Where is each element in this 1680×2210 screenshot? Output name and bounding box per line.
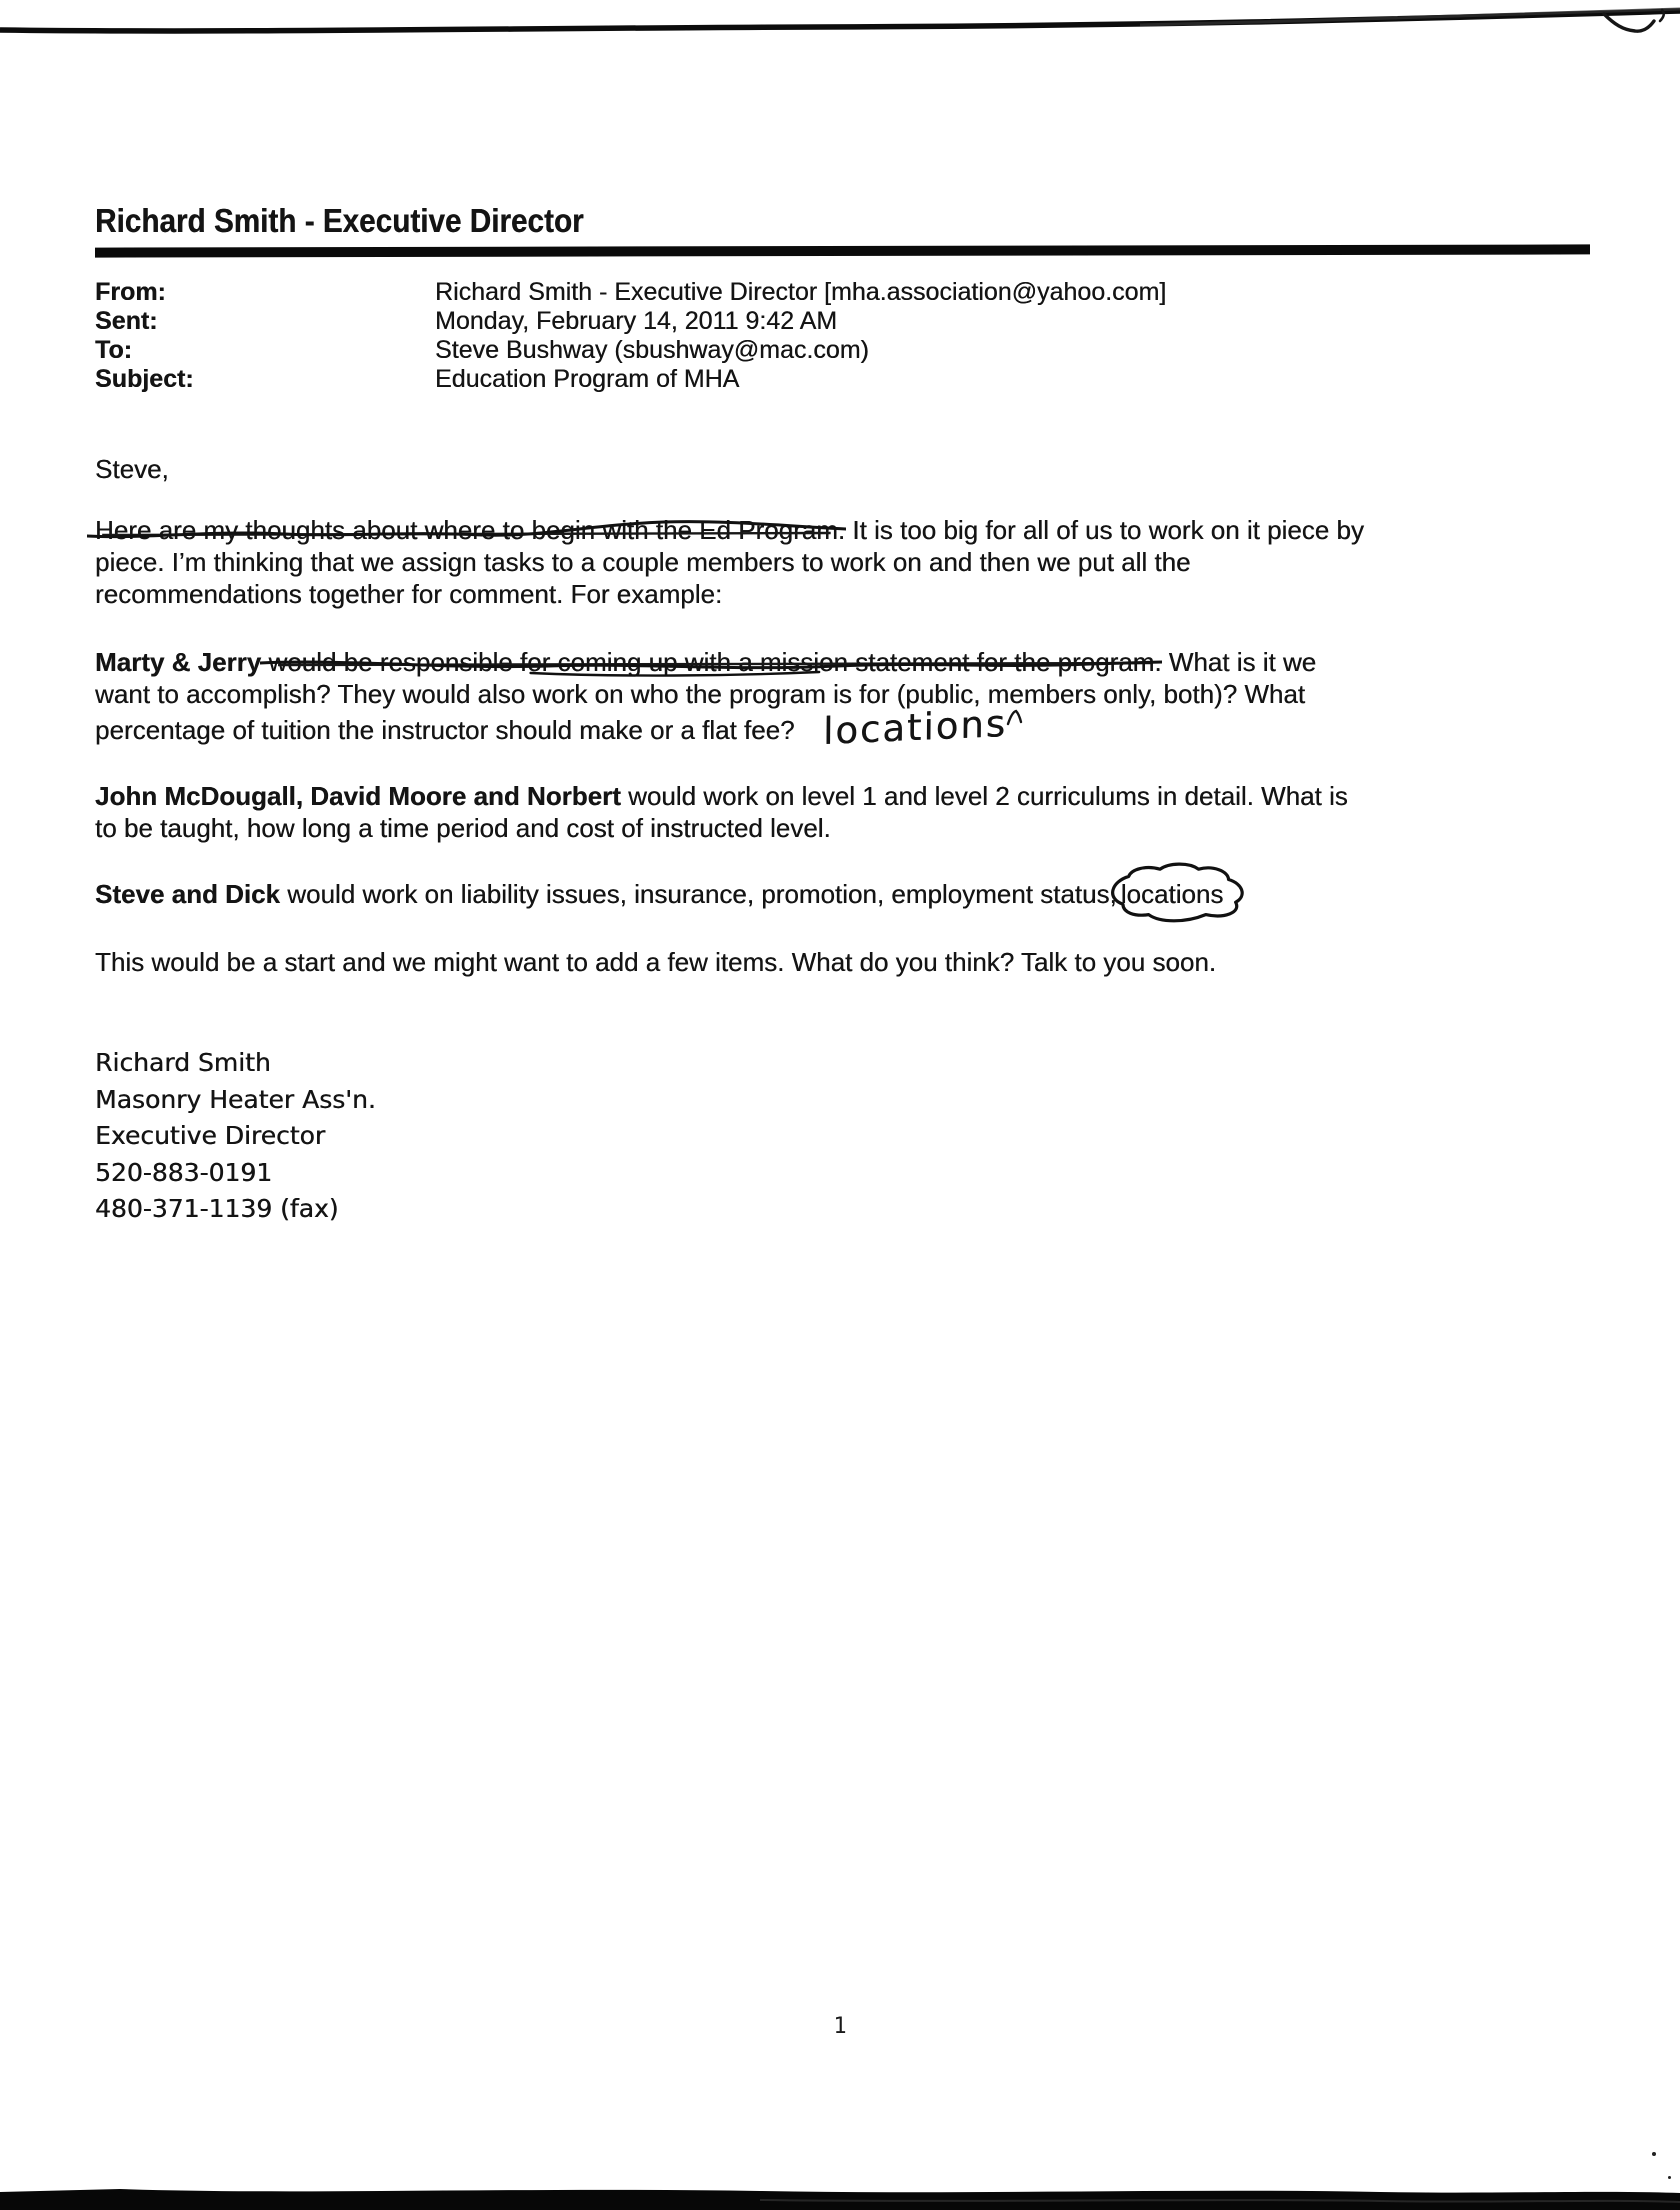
field-row-from (95, 278, 1590, 307)
field-row-subject (95, 365, 1590, 394)
text-line (95, 514, 1590, 546)
paragraph-mcdougall-moore-norbert (95, 780, 1590, 844)
title-divider (95, 244, 1590, 257)
text-line: piece. I’m thinking that we assign tasks to a couple members to work on and then we put all the (95, 547, 1191, 577)
text-line (95, 878, 1590, 910)
circled-word (1121, 878, 1224, 910)
struck-text-content: Here are my thoughts about where to begin with the Ed Program (95, 515, 838, 545)
signature-name: Richard Smith (95, 1048, 271, 1077)
field-label-sent: Sent: (95, 307, 158, 335)
page-title: Richard Smith - Executive Director (95, 202, 584, 239)
field-value-to: Steve Bushway (sbushway@mac.com) (435, 336, 869, 364)
text-line: want to accomplish? They would also work on who the program is for (public, members only, both)? What (95, 679, 1306, 709)
text-segment: . It is too big for all of us to work on it piece by (837, 515, 1364, 545)
text-segment: . What is it we (1154, 647, 1317, 677)
field-value-sent: Monday, February 14, 2011 9:42 AM (435, 307, 838, 335)
signature-phone: 520-883-0191 (95, 1157, 273, 1187)
scan-bottom-edge-bar (0, 2180, 1680, 2210)
greeting-text: Steve, (95, 454, 169, 484)
field-value-subject: Education Program of MHA (435, 365, 740, 393)
paragraph-marty-jerry (95, 646, 1590, 754)
text-line: to be taught, how long a time period and cost of instructed level. (95, 813, 831, 843)
field-value-from: Richard Smith - Executive Director [mha.association@yahoo.com] (435, 278, 1167, 306)
field-row-to (95, 336, 1590, 365)
paragraph-steve-dick (95, 878, 1590, 910)
signature-fax: 480-371-1139 (fax) (95, 1194, 339, 1223)
paragraph-intro (95, 514, 1590, 610)
scan-speck (1652, 2152, 1656, 2156)
text-line (95, 646, 1590, 678)
paragraph-closing: This would be a start and we might want to add a few items. What do you think? Talk to you soon. (95, 947, 1217, 977)
bold-names: Marty & Jerry (95, 647, 262, 677)
text-segment: would work on level 1 and level 2 curriculums in detail. What is (628, 781, 1348, 811)
field-row-sent (95, 307, 1590, 336)
page-number: 1 (833, 2014, 847, 2039)
text-line: recommendations together for comment. For example: (95, 579, 723, 609)
bold-names: Steve and Dick (95, 879, 280, 909)
strikethrough-text (268, 646, 1154, 678)
field-label-from: From: (95, 278, 166, 306)
bold-names: John McDougall, David Moore and Norbert (95, 781, 621, 811)
scan-speck (1668, 2176, 1671, 2179)
pen-mark-icon (1596, 8, 1672, 50)
signature-block (95, 1045, 1590, 1228)
text-line (95, 780, 1590, 812)
text-line (95, 701, 1590, 754)
field-label-to: To: (95, 336, 133, 364)
text-segment: percentage of tuition the instructor should make or a flat fee? (95, 715, 795, 745)
text-segment: would work on liability issues, insurance, promotion, employment status, (287, 879, 1117, 909)
email-header-fields (95, 278, 1590, 394)
signature-org: Masonry Heater Ass'n. (95, 1084, 376, 1114)
signature-title: Executive Director (95, 1121, 326, 1150)
struck-text-content: would be responsible for coming up with a mission statement for the program (268, 647, 1155, 677)
circled-text-content: locations (1120, 879, 1224, 909)
handwritten-caret-icon (1005, 702, 1025, 734)
strikethrough-text (95, 514, 838, 546)
field-label-subject: Subject: (95, 365, 194, 393)
handwritten-word: locations (822, 701, 1007, 754)
document-content (95, 0, 1590, 1228)
